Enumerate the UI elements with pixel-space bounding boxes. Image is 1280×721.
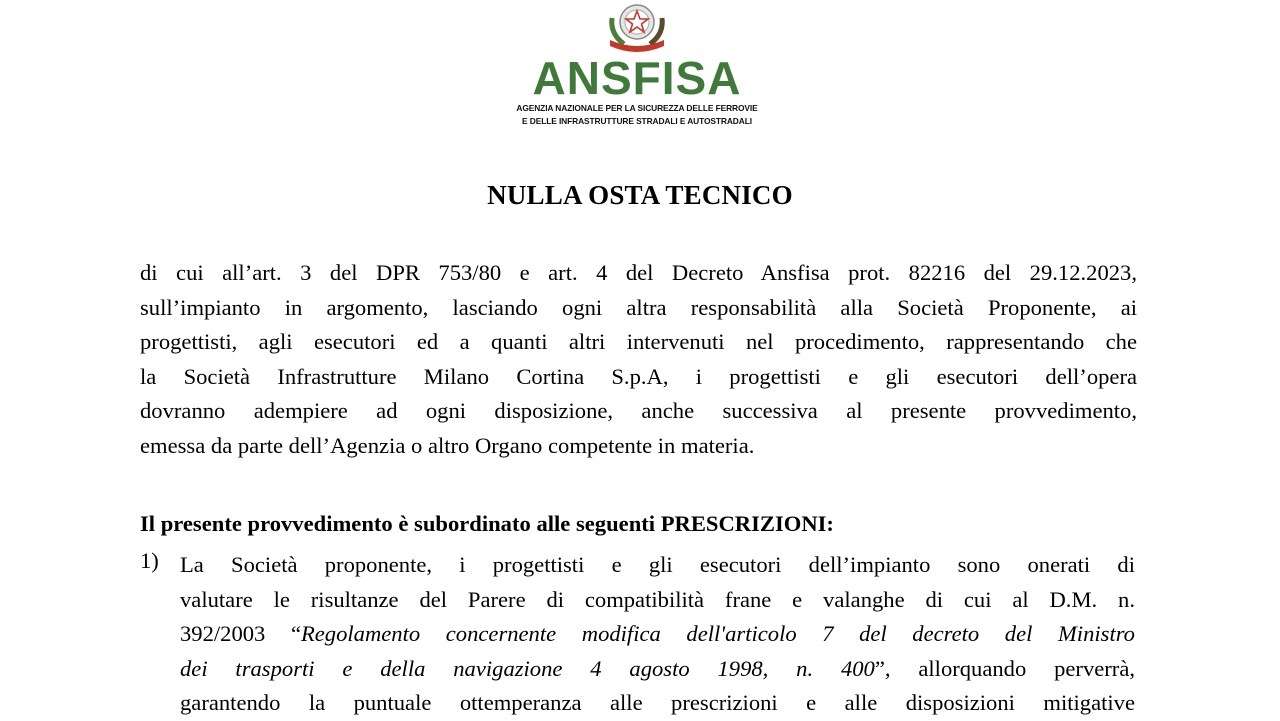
item-line (180, 617, 1135, 652)
document-title: NULLA OSTA TECNICO (487, 180, 793, 210)
item-line (180, 652, 1135, 687)
list-item (180, 548, 1135, 721)
item-line: La Società proponente, i progettisti e gli esecutori dell’impianto sono onerati di (180, 552, 1135, 577)
agency-name-line-2: E DELLE INFRASTRUTTURE STRADALI E AUTOSTRADALI (522, 116, 752, 126)
intro-line: dovranno adempiere ad ogni disposizione, anche successiva al presente provvedimento, (140, 398, 1137, 424)
intro-line: progettisti, agli esecutori ed a quanti altri intervenuti nel procedimento, rappresentando che (140, 329, 1137, 355)
item-italic-text: Regolamento concernente modifica dell'articolo 7 del decreto del Ministro (300, 621, 1135, 647)
intro-line: la Società Infrastrutture Milano Cortina S.p.A, i progettisti e gli esecutori dell’opera (140, 363, 1137, 389)
ansfisa-logo (515, 52, 760, 102)
intro-line: sull’impianto in argomento, lasciando ogni altra responsabilità alla Società Proponente, ai (140, 294, 1137, 320)
item-italic-text: dei trasporti e della navigazione 4 agosto 1998, n. 400 (180, 655, 875, 681)
intro-line: emessa da parte dell’Agenzia o altro Organo competente in materia. (140, 432, 755, 458)
item-line: garantendo la puntuale ottemperanza alle prescrizioni e alle disposizioni mitigative (180, 690, 1135, 716)
item-text: 392/2003 “ (180, 621, 301, 647)
intro-paragraph (140, 256, 1137, 464)
intro-line: di cui all’art. 3 del DPR 753/80 e art. 4 del Decreto Ansfisa prot. 82216 del 29.12.2023, (140, 260, 1137, 285)
repubblica-italiana-emblem-icon (602, 0, 672, 52)
agency-name-line-1: AGENZIA NAZIONALE PER LA SICUREZZA DELLE FERROVIE (516, 103, 758, 113)
prescriptions-heading: Il presente provvedimento è subordinato alle seguenti PRESCRIZIONI: (140, 511, 834, 536)
item-text: ”, allorquando perverrà, (874, 655, 1136, 681)
logo-text: ANSFISA (532, 52, 742, 102)
list-item-number: 1) (140, 548, 159, 573)
item-line: valutare le risultanze del Parere di compatibilità frane e valanghe di cui al D.M. n. (180, 586, 1135, 612)
